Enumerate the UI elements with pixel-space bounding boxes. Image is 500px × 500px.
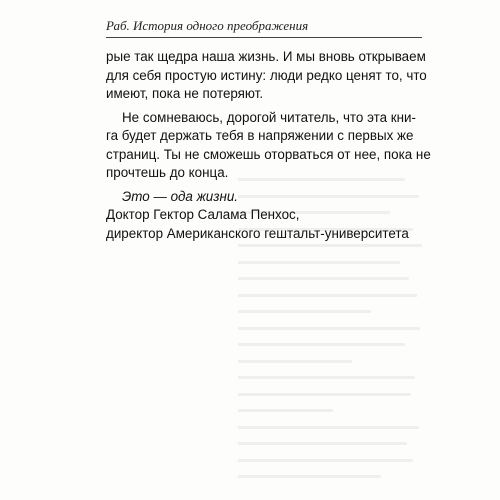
- signature-title: директор Американского гештальт-университета: [106, 225, 409, 241]
- text-line: рые так щедра наша жизнь. И мы вновь открываем: [106, 49, 426, 64]
- text-line: страниц. Ты не сможешь оторваться от нее, пока не: [106, 146, 431, 162]
- paragraph: [106, 109, 431, 183]
- paragraph-continuation: [106, 48, 427, 104]
- main-text: [106, 48, 431, 243]
- text-line: Не сомневаюсь, дорогой читатель, что эта кни-: [122, 109, 416, 125]
- text-line: для себя простую истину: люди редко ценят то, что: [106, 67, 427, 83]
- epigraph: Это — ода жизни.: [122, 188, 239, 204]
- text-line: прочтешь до конца.: [106, 165, 229, 180]
- text-line: имеют, пока не потеряют.: [106, 86, 264, 101]
- text-line: га будет держать тебя в напряжении с первых же: [106, 128, 414, 143]
- signature-name: Доктор Гектор Салама Пенхос,: [106, 207, 300, 222]
- running-header: Раб. История одного преображения: [106, 18, 422, 38]
